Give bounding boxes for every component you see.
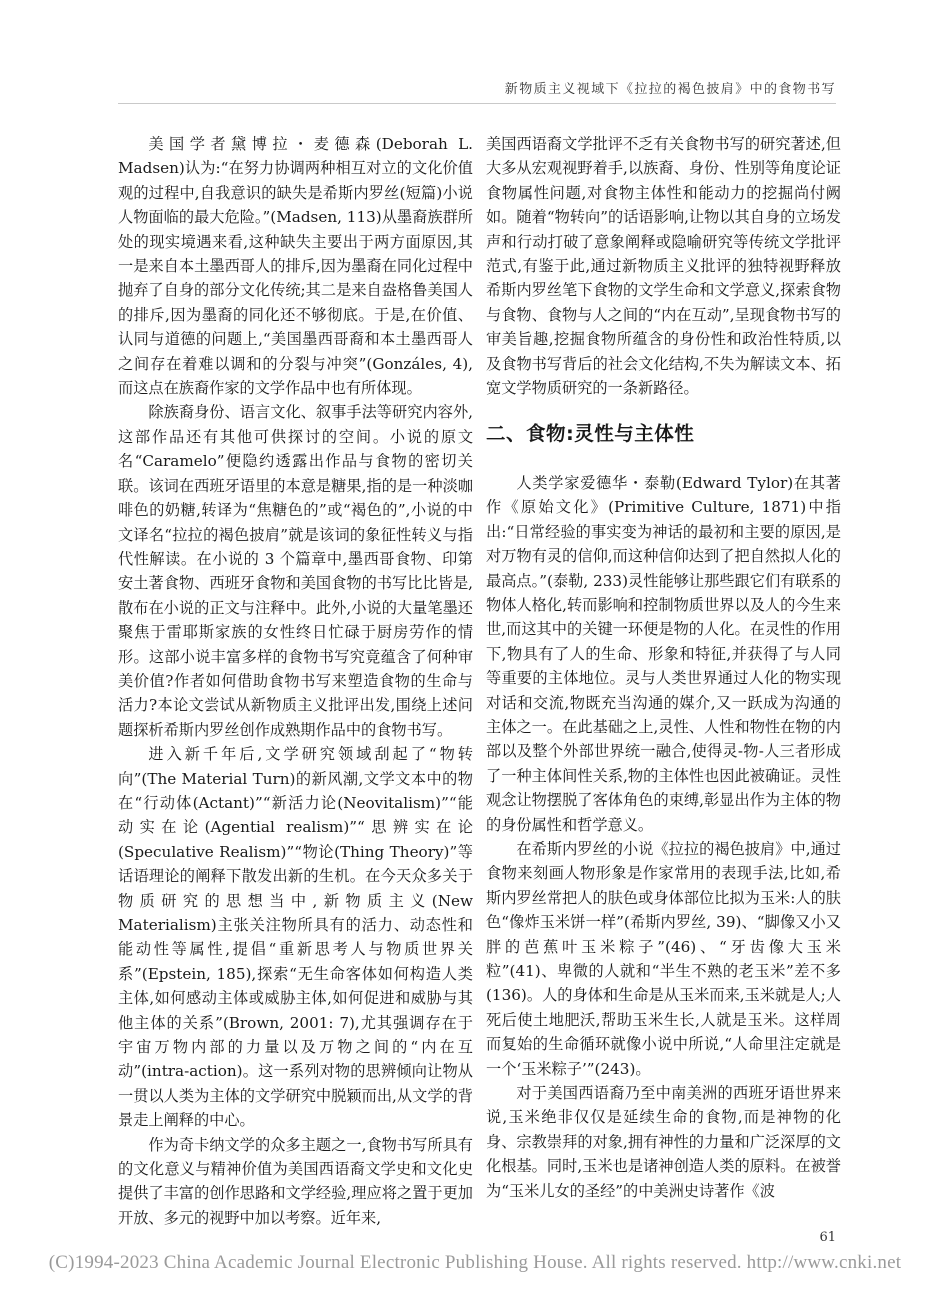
paragraph-material-turn: 进入新千年后,文学研究领域刮起了“物转向”(The Material Turn)的新风潮,文学文本中的物在“行动体(Actant)”“新活力论(Neovitalism)”“能动实在论(Agential realism)”“思辨实在论(Speculative Realism)”“物论(Thing Theory)”等话语理论的阐释下散发出新的生机。在今天众多关于物质研究的思想当中,新物质主义(New Materialism)主张关注物所具有的活力、动态性和能动性等属性,提倡“重新思考人与物质世界关系”(Epstein, 185),探索“无生命客体如何构造人类主体,如何感动主体或威胁主体,如何促进和威胁与其他主体的关系”(Brown, 2001: 7),尤其强调存在于宇宙万物内部的力量以及万物之间的“内在互动”(intra-action)。这一系列对物的思辨倾向让物从一贯以人类为主体的文学研究中脱颖而出,从文学的背景走上阐释的中心。 — [118, 745, 473, 1130]
paragraph-tylor: 人类学家爱德华・泰勒(Edward Tylor)在其著作《原始文化》(Primitive Culture, 1871)中指出:“日常经验的事实变为神话的最初和主要的原因,是对万物有灵的信仰,而这种信仰达到了把自然拟人化的最高点。”(泰勒, 233)灵性能够让那些跟它们有联系的物体人格化,转而影响和控制物质世界以及人的今生来世,而这其中的关键一环便是物的人化。在灵性的作用下,物具有了人的生命、形象和特征,并获得了与人同等重要的主体地位。灵与人类世界通过人化的物实现对话和交流,物既充当沟通的媒介,又一跃成为沟通的主体之一。在此基础之上,灵性、人性和物性在物的内部以及整个外部世界统一融合,使得灵-物-人三者形成了一种主体间性关系,物的主体性也因此被确证。灵性观念让物摆脱了客体角色的束缚,彰显出作为主体的物的身份属性和哲学意义。 — [486, 473, 841, 834]
paragraph-madsen-quote: 美国学者黛博拉・麦德森(Deborah L. Madsen)认为:“在努力协调两种相互对立的文化价值观的过程中,自我意识的缺失是希斯内罗丝(短篇)小说人物面临的最大危险。”(Madsen, 113)从墨裔族群所处的现实境遇来看,这种缺失主要出于两方面原因,其一是来自本土墨西哥人的排斥,因为墨裔在同化过程中抛弃了自身的部分文化传统;其二是来自盎格鲁美国人的排斥,因为墨裔的同化还不够彻底。于是,在价值、认同与道德的问题上,“美国墨西哥裔和本土墨西哥人之间存在着难以调和的分裂与冲突”(Gonzáles, 4),而这点在族裔作家的文学作品中也有所体现。 — [118, 135, 473, 398]
running-title: 新物质主义视域下《拉拉的褐色披肩》中的食物书写 — [504, 82, 836, 97]
paragraph-continuation: 美国西语裔文学批评不乏有关食物书写的研究著述,但大多从宏观视野着手,以族裔、身份、性别等角度论证食物属性问题,对食物主体性和能动力的挖掘尚付阙如。随着“物转向”的话语影响,让物以其自身的立场发声和行动打破了意象阐释或隐喻研究等传统文学批评范式,有鉴于此,通过新物质主义批评的独特视野释放希斯内罗丝笔下食物的文学生命和文学意义,探索食物与食物、食物与人之间的“内在互动”,呈现食物书写的审美旨趣,挖掘食物所蕴含的身份性和政治性特质,以及食物书写背后的社会文化结构,不失为解读文本、拓宽文学物质研究的一条新路径。 — [486, 135, 841, 398]
paragraph-caramelo: 除族裔身份、语言文化、叙事手法等研究内容外,这部作品还有其他可供探讨的空间。小说的原文名“Caramelo”便隐约透露出作品与食物的密切关联。该词在西班牙语里的本意是糖果,指的是一种淡咖啡色的奶糖,转译为“焦糖色的”或“褐色的”,小说的中文译名“拉拉的褐色披肩”就是该词的象征性转义与指代性解读。在小说的 3 个篇章中,墨西哥食物、印第安土著食物、西班牙食物和美国食物的书写比比皆是,散布在小说的正文与注释中。此外,小说的大量笔墨还聚焦于雷耶斯家族的女性终日忙碌于厨房劳作的情形。这部小说丰富多样的食物书写究竟蕴含了何种审美价值?作者如何借助食物书写来塑造食物的生命与活力?本论文尝试从新物质主义批评出发,围绕上述问题探析希斯内罗丝创作成熟期作品中的食物书写。 — [118, 403, 473, 739]
paragraph-corn-imagery: 在希斯内罗丝的小说《拉拉的褐色披肩》中,通过食物来刻画人物形象是作家常用的表现手法,比如,希斯内罗丝常把人的肤色或身体部位比拟为玉米:人的肤色“像炸玉米饼一样”(希斯内罗丝, 39)、“脚像又小又胖的芭蕉叶玉米粽子”(46)、“牙齿像大玉米粒”(41)、卑微的人就和“半生不熟的老玉米”差不多(136)。人的身体和生命是从玉米而来,玉米就是人;人死后使土地肥沃,帮助玉米生长,人就是玉米。这样周而复始的生命循环就像小说中所说,“人命里注定就是一个‘玉米粽子’”(243)。 — [486, 839, 841, 1078]
left-column — [118, 132, 473, 1230]
page-number: 61 — [819, 1230, 836, 1245]
copyright-watermark: (C)1994-2023 China Academic Journal Electronic Publishing House. All rights reserved. http://www.cnki.net — [48, 1252, 902, 1273]
header-rule — [118, 103, 836, 104]
paragraph-corn-sacred: 对于美国西语裔乃至中南美洲的西班牙语世界来说,玉米绝非仅仅是延续生命的食物,而是神物的化身、宗教崇拜的对象,拥有神性的力量和广泛深厚的文化根基。同时,玉米也是诸神创造人类的原料。在被誉为“玉米儿女的圣经”的中美洲史诗著作《波 — [486, 1084, 841, 1200]
section-heading: 二、食物:灵性与主体性 — [486, 422, 695, 446]
paragraph-food-writing: 作为奇卡纳文学的众多主题之一,食物书写所具有的文化意义与精神价值为美国西语裔文学史和文化史提供了丰富的创作思路和文学经验,理应将之置于更加开放、多元的视野中加以考察。近年来, — [118, 1135, 473, 1227]
right-column — [486, 132, 841, 1203]
